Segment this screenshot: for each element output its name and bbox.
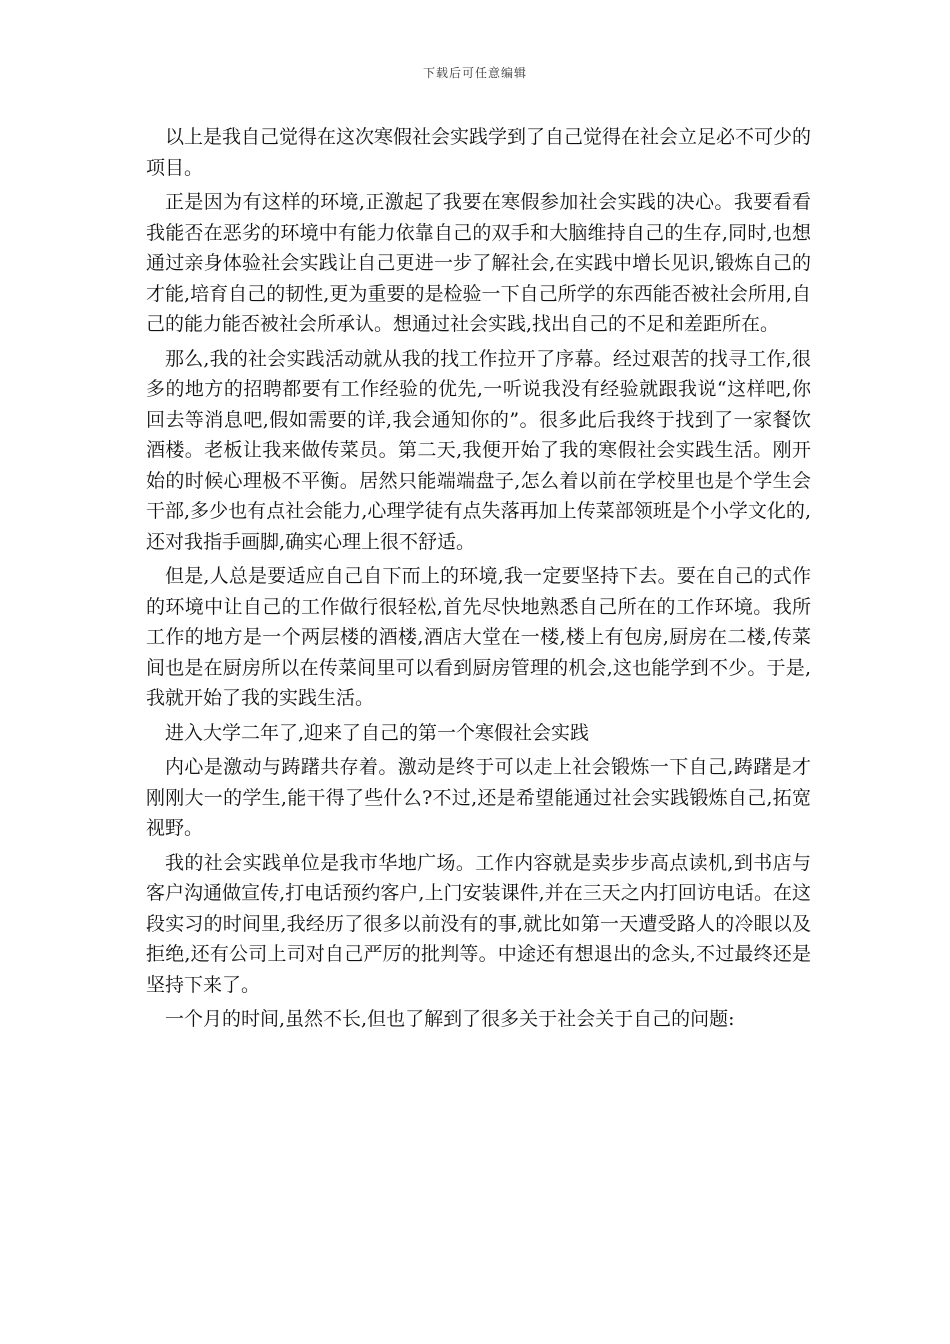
paragraph: 内心是激动与踌躇共存着。激动是终于可以走上社会锻炼一下自己,踌躇是才刚刚大一的学生,能干得了些什么?不过,还是希望能通过社会实践锻炼自己,拓宽视野。 <box>146 756 811 839</box>
paragraph: 我的社会实践单位是我市华地广场。工作内容就是卖步步高点读机,到书店与客户沟通做宣传,打电话预约客户,上门安装课件,并在三天之内打回访电话。在这段实习的时间里,我经历了很多以前没有的事,就比如第一天遭受路人的冷眼以及拒绝,还有公司上司对自己严厉的批判等。中途还有想退出的念头,不过最终还是坚持下来了。 <box>146 851 811 996</box>
paragraph: 但是,人总是要适应自己自下而上的环境,我一定要坚持下去。要在自己的式作的环境中让自己的工作做行很轻松,首先尽快地熟悉自己所在的工作环境。我所工作的地方是一个两层楼的酒楼,酒店大堂在一楼,楼上有包房,厨房在二楼,传菜间也是在厨房所以在传菜间里可以看到厨房管理的机会,这也能学到不少。于是,我就开始了我的实践生活。 <box>146 565 811 709</box>
paragraph: 正是因为有这样的环境,正激起了我要在寒假参加社会实践的决心。我要看看我能否在恶劣的环境中有能力依靠自己的双手和大脑维持自己的生存,同时,也想通过亲身体验社会实践让自己更进一步了解社会,在实践中增长见识,锻炼自己的才能,培育自己的韧性,更为重要的是检验一下自己所学的东西能否被社会所用,自己的能力能否被社会所承认。想通过社会实践,找出自己的不足和差距所在。 <box>146 191 811 335</box>
paragraph: 以上是我自己觉得在这次寒假社会实践学到了自己觉得在社会立足必不可少的项目。 <box>146 126 812 179</box>
paragraph: 那么,我的社会实践活动就从我的找工作拉开了序幕。经过艰苦的找寻工作,很多的地方的招聘都要有工作经验的优先,一听说我没有经验就跟我说“这样吧,你回去等消息吧,假如需要的详,我会通知你的”。很多此后我终于找到了一家餐饮酒楼。老板让我来做传菜员。第二天,我便开始了我的寒假社会实践生活。刚开始的时候心理极不平衡。居然只能端端盘子,怎么着以前在学校里也是个学生会干部,多少也有点社会能力,心理学徒有点失落再加上传菜部领班是个小学文化的,还对我指手画脚,确实心理上很不舒适。 <box>146 347 811 553</box>
paragraph: 一个月的时间,虽然不长,但也了解到了很多关于社会关于自己的问题: <box>165 1008 735 1030</box>
page-header: 下载后可任意编辑 <box>422 66 527 80</box>
paragraph: 进入大学二年了,迎来了自己的第一个寒假社会实践 <box>165 721 590 744</box>
document-body <box>146 122 811 1035</box>
